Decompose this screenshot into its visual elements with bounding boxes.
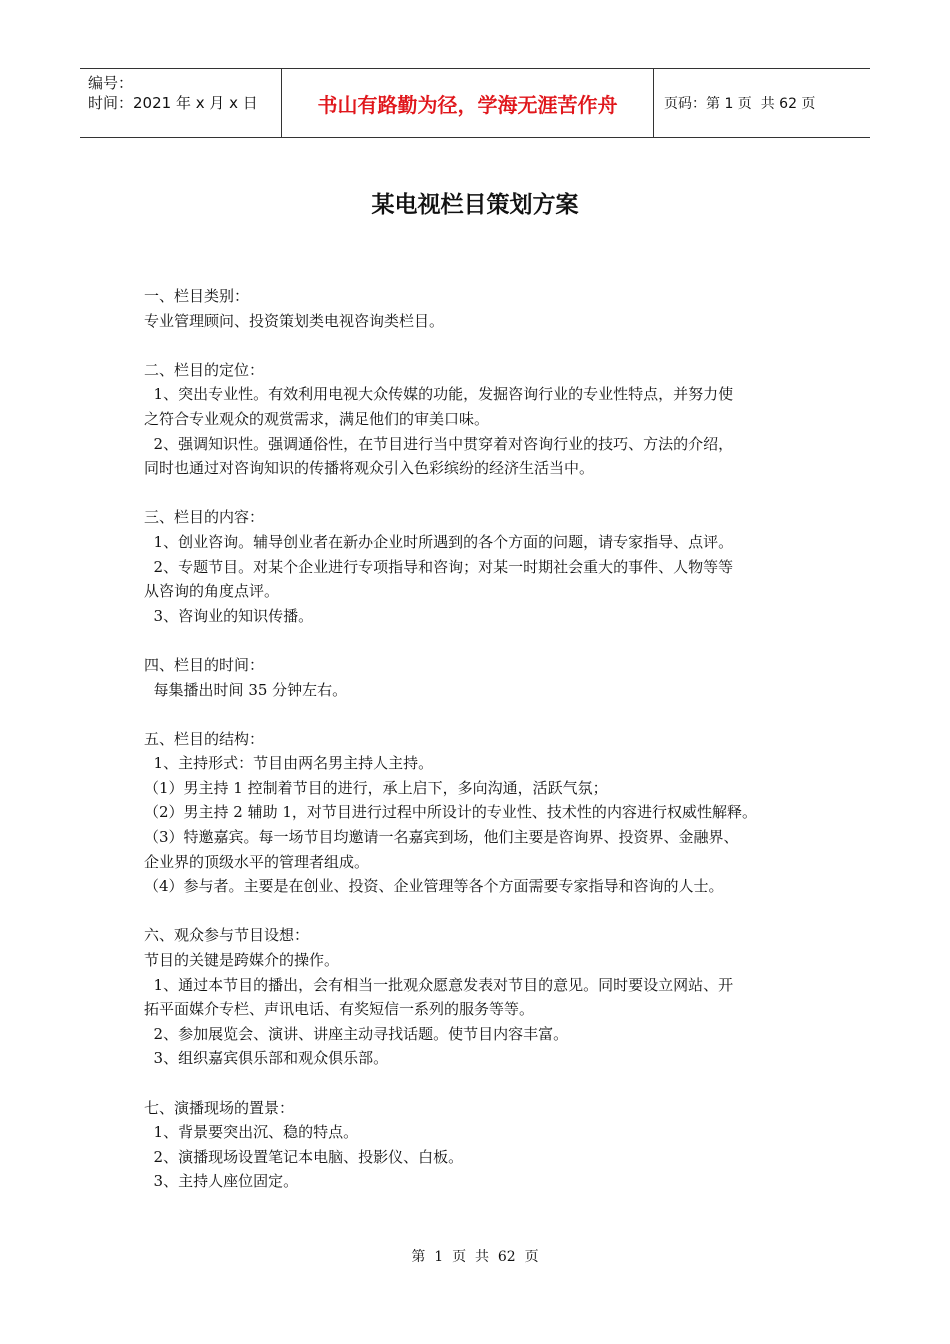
section-heading: 五、栏目的结构： [144,729,265,748]
paragraph-line: 2、强调知识性。强调通俗性，在节目进行当中贯穿着对咨询行业的技巧、方法的介绍， [144,434,734,453]
section-gap [144,333,816,358]
section-gap [144,899,816,924]
section-heading: 二、栏目的定位： [144,360,265,379]
paragraph-line: （3）特邀嘉宾。每一场节目均邀请一名嘉宾到场，他们主要是咨询界、投资界、金融界、 [144,828,739,847]
section-heading: 六、观众参与节目设想： [144,926,310,945]
header-meta-cell [80,69,282,137]
paragraph-line: 拓平面媒介专栏、声讯电话、有奖短信一系列的服务等等。 [144,1000,535,1019]
paragraph-line: 1、背景要突出沉、稳的特点。 [144,1123,359,1142]
paragraph-line: 2、演播现场设置笔记本电脑、投影仪、白板。 [144,1147,464,1166]
paragraph-line: 之符合专业观众的观赏需求，满足他们的审美口味。 [144,409,490,428]
paragraph-line: 企业界的顶级水平的管理者组成。 [144,852,370,871]
serial-label: 编号： [88,74,134,92]
page-info-cell [654,69,870,137]
section-gap [144,481,816,506]
section-heading: 四、栏目的时间： [144,655,265,674]
page-title: 某电视栏目策划方案 [371,192,579,218]
document-body [144,284,816,1194]
section-gap [144,702,816,727]
paragraph-line: 同时也通过对咨询知识的传播将观众引入色彩缤纷的经济生活当中。 [144,459,595,478]
paragraph-line: 1、突出专业性。有效利用电视大众传媒的功能，发掘咨询行业的专业性特点，并努力使 [144,385,734,404]
page-footer: 第 1 页 共 62 页 [411,1249,539,1265]
paragraph-line: 从咨询的角度点评。 [144,582,280,601]
paragraph-line: 每集播出时间 35 分钟左右。 [144,680,348,699]
paragraph-line: 专业管理顾问、投资策划类电视咨询类栏目。 [144,311,445,330]
paragraph-line: （2）男主持 2 辅助 1，对节目进行过程中所设计的专业性、技术性的内容进行权威性解释。 [144,803,757,822]
section-heading: 三、栏目的内容： [144,508,265,527]
date-label: 时间：2021 年 x 月 x 日 [88,94,258,112]
paragraph-line: 2、参加展览会、演讲、讲座主动寻找话题。使节目内容丰富。 [144,1024,569,1043]
motto: 书山有路勤为径，学海无涯苦作舟 [282,69,654,137]
paragraph-line: 节目的关键是跨媒介的操作。 [144,951,340,970]
paragraph-line: 1、通过本节目的播出，会有相当一批观众愿意发表对节目的意见。同时要设立网站、开 [144,975,734,994]
paragraph-line: （1）男主持 1 控制着节目的进行，承上启下，多向沟通，活跃气氛； [144,778,608,797]
header-table [80,68,870,138]
section-gap [144,1071,816,1096]
section-heading: 七、演播现场的置景： [144,1098,295,1117]
paragraph-line: 1、主持形式：节目由两名男主持人主持。 [144,754,434,773]
section-heading: 一、栏目类别： [144,287,250,305]
paragraph-line: 3、主持人座位固定。 [144,1172,299,1191]
paragraph-line: （4）参与者。主要是在创业、投资、企业管理等各个方面需要专家指导和咨询的人士。 [144,877,724,896]
paragraph-line: 1、创业咨询。辅导创业者在新办企业时所遇到的各个方面的问题，请专家指导、点评。 [144,532,734,551]
paragraph-line: 2、专题节目。对某个企业进行专项指导和咨询；对某一时期社会重大的事件、人物等等 [144,557,734,576]
page-info: 页码：第 1 页 共 62 页 [664,96,816,112]
section-gap [144,628,816,653]
paragraph-line: 3、咨询业的知识传播。 [144,606,314,625]
paragraph-line: 3、组织嘉宾俱乐部和观众俱乐部。 [144,1049,389,1068]
